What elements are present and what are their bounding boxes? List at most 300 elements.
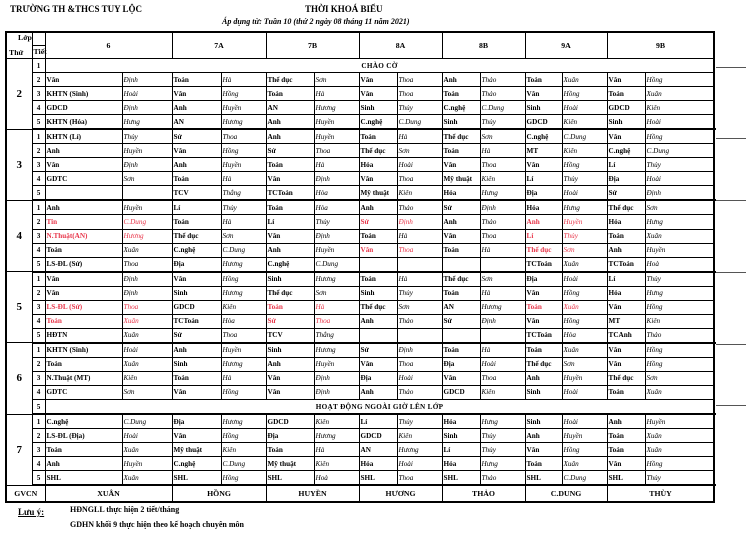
teacher-cell: Hoài <box>397 371 442 385</box>
subject-cell: Toán <box>607 429 645 443</box>
teacher-cell: Huyền <box>122 457 172 471</box>
subject-cell: Anh <box>172 101 221 115</box>
subject-cell: GDTC <box>45 172 122 186</box>
teacher-cell: Định <box>122 272 172 287</box>
period-number: 3 <box>32 87 45 101</box>
teacher-cell <box>397 257 442 272</box>
period-row <box>6 471 714 486</box>
period-number: 1 <box>32 129 45 144</box>
teacher-cell: Huyền <box>314 243 359 257</box>
teacher-cell: Hoài <box>480 357 525 371</box>
teacher-cell: Hòa <box>314 186 359 201</box>
subject-cell: Sinh <box>525 414 562 429</box>
subject-cell: Sử <box>359 215 397 229</box>
period-number: 3 <box>32 158 45 172</box>
subject-cell: Sử <box>172 129 221 144</box>
teacher-cell: Thủy <box>645 272 714 287</box>
teacher-cell: Thảo <box>645 328 714 343</box>
period-number: 2 <box>32 429 45 443</box>
subject-cell: Sử <box>359 343 397 358</box>
teacher-cell: Hồng <box>221 272 266 287</box>
subject-cell: Sử <box>172 328 221 343</box>
teacher-cell: Thoa <box>480 371 525 385</box>
subject-cell <box>442 257 480 272</box>
teacher-cell: Xuân <box>122 357 172 371</box>
teacher-cell: Hồng <box>221 471 266 486</box>
lop-label: Lớp <box>18 33 32 42</box>
subject-cell: Địa <box>359 371 397 385</box>
subject-cell: Văn <box>359 172 397 186</box>
subject-cell: Văn <box>172 429 221 443</box>
teacher-cell: Huyền <box>221 101 266 115</box>
subject-cell: C.nghệ <box>266 257 314 272</box>
teacher-cell: Thắng <box>314 328 359 343</box>
subject-cell: Anh <box>172 158 221 172</box>
subject-cell: Văn <box>607 357 645 371</box>
period-row <box>6 158 714 172</box>
subject-cell: Toán <box>45 443 122 457</box>
subject-cell: Toán <box>266 300 314 314</box>
teacher-cell: Hương <box>480 300 525 314</box>
teacher-cell: Hà <box>480 286 525 300</box>
subject-cell: TCToán <box>525 257 562 272</box>
class-header: 7B <box>266 32 359 59</box>
teacher-cell: Xuân <box>562 343 607 358</box>
subject-cell: Mỹ thuật <box>359 186 397 201</box>
teacher-cell: Hưng <box>122 115 172 130</box>
margin-line <box>716 67 746 68</box>
teacher-cell: Xuân <box>645 385 714 399</box>
subject-cell: Tin <box>45 215 122 229</box>
teacher-cell: Hoài <box>562 272 607 287</box>
teacher-cell: Thủy <box>562 172 607 186</box>
gvcn-label: GVCN <box>6 485 45 502</box>
period-row <box>6 328 714 343</box>
period-row <box>6 286 714 300</box>
teacher-cell: Hà <box>480 243 525 257</box>
teacher-cell: Hà <box>397 229 442 243</box>
subject-cell <box>359 328 397 343</box>
subject-cell: Toán <box>442 243 480 257</box>
subject-cell: KHTN (Lí) <box>45 129 122 144</box>
teacher-cell: Hoài <box>122 87 172 101</box>
subject-cell: Lí <box>525 229 562 243</box>
class-header: 8B <box>442 32 525 59</box>
subject-cell: TCV <box>172 186 221 201</box>
period-row <box>6 101 714 115</box>
teacher-cell: Kiên <box>314 414 359 429</box>
teacher-cell: Hương <box>122 229 172 243</box>
subject-cell: Thể dục <box>525 243 562 257</box>
teacher-cell: Thoa <box>397 471 442 486</box>
teacher-cell: Thảo <box>397 200 442 215</box>
subject-cell: MT <box>607 314 645 328</box>
teacher-cell: Thủy <box>397 286 442 300</box>
subject-cell: SHL <box>359 471 397 486</box>
subject-cell: Thể dục <box>525 357 562 371</box>
period-row <box>6 371 714 385</box>
teacher-cell: Kiên <box>562 115 607 130</box>
teacher-cell: Hoài <box>122 429 172 443</box>
teacher-cell: Thoa <box>314 314 359 328</box>
subject-cell: Văn <box>172 272 221 287</box>
subject-cell: Thể dục <box>266 286 314 300</box>
period-number: 5 <box>32 186 45 201</box>
period-number: 4 <box>32 385 45 399</box>
subject-cell: Địa <box>525 186 562 201</box>
homeroom-teacher: HƯƠNG <box>359 485 442 502</box>
period-number: 3 <box>32 443 45 457</box>
teacher-cell: Hưng <box>645 215 714 229</box>
teacher-cell: Hương <box>314 429 359 443</box>
period-number: 3 <box>32 371 45 385</box>
subject-cell: C.nghệ <box>172 457 221 471</box>
subject-cell: HĐTN <box>45 328 122 343</box>
period-row <box>6 314 714 328</box>
subject-cell: Toán <box>359 229 397 243</box>
teacher-cell: Thủy <box>480 429 525 443</box>
class-header: 8A <box>359 32 442 59</box>
teacher-cell: Sơn <box>314 286 359 300</box>
subject-cell: GDTC <box>45 385 122 399</box>
subject-cell: Địa <box>525 272 562 287</box>
subject-cell: Toán <box>359 272 397 287</box>
period-number: 1 <box>32 59 45 73</box>
teacher-cell: Thủy <box>645 471 714 486</box>
subject-cell: Anh <box>607 414 645 429</box>
teacher-cell: Hoài <box>122 343 172 358</box>
teacher-cell: Hà <box>221 73 266 87</box>
subject-cell: Hóa <box>607 215 645 229</box>
teacher-cell: Hồng <box>562 87 607 101</box>
teacher-cell: Sơn <box>645 200 714 215</box>
period-row <box>6 215 714 229</box>
margin-line <box>716 272 746 273</box>
teacher-cell: Hương <box>314 343 359 358</box>
teacher-cell: Hưng <box>480 457 525 471</box>
teacher-cell: Hoài <box>562 101 607 115</box>
teacher-cell: Thoa <box>221 328 266 343</box>
teacher-cell <box>480 328 525 343</box>
subject-cell: Địa <box>266 429 314 443</box>
subject-cell: Anh <box>607 243 645 257</box>
teacher-cell: Sơn <box>221 229 266 243</box>
period-number: 5 <box>32 257 45 272</box>
subject-cell: Toán <box>266 158 314 172</box>
teacher-cell: Hoà <box>645 257 714 272</box>
teacher-cell: Thảo <box>480 87 525 101</box>
period-number: 5 <box>32 400 45 415</box>
subject-cell: Toán <box>45 243 122 257</box>
teacher-cell: Hòa <box>314 200 359 215</box>
subject-cell: Anh <box>45 200 122 215</box>
subject-cell: Thể dục <box>172 229 221 243</box>
subject-cell: SHL <box>525 471 562 486</box>
teacher-cell: Hưng <box>480 414 525 429</box>
period-number: 4 <box>32 101 45 115</box>
subject-cell: Văn <box>442 229 480 243</box>
period-row <box>6 172 714 186</box>
teacher-cell: Hoài <box>645 172 714 186</box>
teacher-cell: Xuân <box>122 328 172 343</box>
teacher-cell: Hồng <box>562 314 607 328</box>
teacher-cell: Thoa <box>397 243 442 257</box>
period-number: 4 <box>32 172 45 186</box>
teacher-cell: Định <box>122 286 172 300</box>
teacher-cell: Hương <box>221 357 266 371</box>
subject-cell: GDCD <box>172 300 221 314</box>
subject-cell: AN <box>172 115 221 130</box>
subject-cell: LS-ĐL (Sử) <box>45 257 122 272</box>
teacher-cell: Định <box>314 385 359 399</box>
teacher-cell: Xuân <box>122 314 172 328</box>
subject-cell: Toán <box>172 73 221 87</box>
teacher-cell: Hà <box>221 371 266 385</box>
class-header: 7A <box>172 32 266 59</box>
subject-cell: Toán <box>607 87 645 101</box>
subject-cell: Thể dục <box>442 272 480 287</box>
subject-cell: Thể dục <box>607 371 645 385</box>
teacher-cell: Thoa <box>122 300 172 314</box>
period-row <box>6 257 714 272</box>
teacher-cell: Kiên <box>480 385 525 399</box>
period-number: 5 <box>32 328 45 343</box>
period-row <box>6 443 714 457</box>
notes-label: Lưu ý: <box>18 507 45 517</box>
teacher-cell: Kiên <box>122 371 172 385</box>
subject-cell: Anh <box>442 215 480 229</box>
teacher-cell: C.Dung <box>122 215 172 229</box>
subject-cell: Sử <box>442 200 480 215</box>
subject-cell: Sử <box>607 186 645 201</box>
subject-cell: Toán <box>45 314 122 328</box>
teacher-cell: Sơn <box>397 144 442 158</box>
teacher-cell: Thảo <box>480 215 525 229</box>
teacher-cell: Hoài <box>562 186 607 201</box>
subject-cell: TCAnh <box>607 328 645 343</box>
teacher-cell: Kiên <box>221 443 266 457</box>
teacher-cell: Hưng <box>480 186 525 201</box>
teacher-cell: Sơn <box>645 371 714 385</box>
subject-cell: Toán <box>442 144 480 158</box>
subject-cell <box>359 257 397 272</box>
subject-cell: Văn <box>45 158 122 172</box>
teacher-cell: Xuân <box>562 300 607 314</box>
teacher-cell: Huyền <box>221 158 266 172</box>
subject-cell: TCToán <box>607 257 645 272</box>
subject-cell: Sinh <box>266 272 314 287</box>
period-row <box>6 87 714 101</box>
teacher-cell: Sơn <box>122 385 172 399</box>
teacher-cell: Xuân <box>122 243 172 257</box>
teacher-cell: Định <box>314 172 359 186</box>
teacher-cell: Hà <box>480 144 525 158</box>
teacher-cell: Thoa <box>314 144 359 158</box>
teacher-cell: Huyền <box>221 343 266 358</box>
teacher-cell: Huyền <box>562 371 607 385</box>
period-number: 1 <box>32 414 45 429</box>
margin-line <box>716 138 746 139</box>
teacher-cell: Huyền <box>645 243 714 257</box>
teacher-cell: Hoài <box>562 385 607 399</box>
subject-cell: GDCD <box>266 414 314 429</box>
period-number: 3 <box>32 229 45 243</box>
teacher-cell: Thủy <box>480 115 525 130</box>
teacher-cell: C.Dung <box>221 243 266 257</box>
teacher-cell: Xuân <box>562 257 607 272</box>
period-row <box>6 115 714 130</box>
period-row <box>6 59 714 73</box>
subject-cell: SHL <box>442 471 480 486</box>
subject-cell: AN <box>442 300 480 314</box>
teacher-cell: Thoa <box>480 158 525 172</box>
subject-cell: LS-ĐL (Sử) <box>45 300 122 314</box>
teacher-cell: Định <box>397 343 442 358</box>
teacher-cell: Hà <box>314 158 359 172</box>
subject-cell: Toán <box>266 87 314 101</box>
teacher-cell: Huyền <box>314 357 359 371</box>
subject-cell: Toán <box>359 129 397 144</box>
teacher-cell: Hoài <box>397 457 442 471</box>
special-activity: HOẠT ĐỘNG NGOÀI GIỜ LÊN LỚP <box>45 400 714 415</box>
class-header: 9A <box>525 32 607 59</box>
subject-cell: KHTN (Sinh) <box>45 87 122 101</box>
day-label: 2 <box>6 59 32 130</box>
subject-cell: C.nghệ <box>525 129 562 144</box>
teacher-cell: Sơn <box>480 272 525 287</box>
teacher-cell: C.Dung <box>221 457 266 471</box>
teacher-cell: Thủy <box>122 129 172 144</box>
subject-cell: Văn <box>45 272 122 287</box>
period-row <box>6 129 714 144</box>
subject-cell: Sử <box>266 144 314 158</box>
subject-cell: Hóa <box>359 457 397 471</box>
homeroom-teacher: THẢO <box>442 485 525 502</box>
subject-cell: Văn <box>266 229 314 243</box>
teacher-cell: Thoa <box>480 229 525 243</box>
subject-cell: Anh <box>525 429 562 443</box>
header-corner <box>6 32 32 59</box>
subject-cell: Toán <box>442 286 480 300</box>
subject-cell: Anh <box>359 385 397 399</box>
teacher-cell: Hương <box>221 257 266 272</box>
teacher-cell: Xuân <box>645 429 714 443</box>
period-row <box>6 414 714 429</box>
subject-cell: SHL <box>172 471 221 486</box>
subject-cell: SHL <box>266 471 314 486</box>
timetable <box>5 31 715 503</box>
subject-cell: Văn <box>45 73 122 87</box>
teacher-cell: Hưng <box>562 200 607 215</box>
subject-cell: Toán <box>607 229 645 243</box>
teacher-cell: Thoa <box>397 357 442 371</box>
period-number: 2 <box>32 73 45 87</box>
subject-cell: Anh <box>266 129 314 144</box>
subject-cell: Địa <box>172 414 221 429</box>
teacher-cell: Hồng <box>221 385 266 399</box>
subject-cell: C.nghệ <box>442 101 480 115</box>
teacher-cell: Hương <box>314 101 359 115</box>
day-label: 6 <box>6 343 32 414</box>
period-row <box>6 400 714 415</box>
subject-cell: KHTN (Sinh) <box>45 343 122 358</box>
teacher-cell: Thoa <box>397 172 442 186</box>
subject-cell: Sinh <box>525 385 562 399</box>
teacher-cell: C.Dung <box>480 101 525 115</box>
subject-cell: GDCD <box>442 385 480 399</box>
teacher-cell: Thoa <box>122 257 172 272</box>
teacher-cell: Định <box>480 200 525 215</box>
teacher-cell: Kiên <box>221 300 266 314</box>
period-number: 3 <box>32 300 45 314</box>
subject-cell: Văn <box>607 300 645 314</box>
teacher-cell: Hà <box>314 87 359 101</box>
subject-cell: Văn <box>359 243 397 257</box>
teacher-cell: C.Dung <box>645 144 714 158</box>
teacher-cell: Thoa <box>397 87 442 101</box>
subject-cell: Anh <box>442 73 480 87</box>
teacher-cell: Hà <box>480 343 525 358</box>
teacher-cell: Xuân <box>122 443 172 457</box>
teacher-cell: Hồng <box>645 457 714 471</box>
subject-cell: Anh <box>172 343 221 358</box>
subject-cell: Sinh <box>172 357 221 371</box>
teacher-cell: Hồng <box>645 343 714 358</box>
homeroom-teacher: HUYỀN <box>266 485 359 502</box>
teacher-cell: Kiên <box>562 144 607 158</box>
period-row <box>6 457 714 471</box>
teacher-cell: Định <box>122 158 172 172</box>
margin-line <box>716 405 746 406</box>
subject-cell: GDCD <box>525 115 562 130</box>
subject-cell: Hóa <box>442 414 480 429</box>
period-row <box>6 200 714 215</box>
subject-cell: GDCD <box>359 429 397 443</box>
subject-cell: Toán <box>45 357 122 371</box>
homeroom-teacher: THÙY <box>607 485 714 502</box>
subject-cell: Văn <box>525 286 562 300</box>
teacher-cell: Hồng <box>221 87 266 101</box>
note-item: HĐNGLL thực hiện 2 tiết/tháng <box>70 505 180 514</box>
subject-cell: C.nghệ <box>45 414 122 429</box>
subject-cell: Lí <box>266 215 314 229</box>
period-row <box>6 272 714 287</box>
class-header: 6 <box>45 32 172 59</box>
teacher-cell: Thủy <box>314 215 359 229</box>
period-row <box>6 300 714 314</box>
teacher-cell: Hồng <box>221 429 266 443</box>
subject-cell: N.Thuật(AN) <box>45 229 122 243</box>
subject-cell: Lí <box>607 272 645 287</box>
subject-cell: Toán <box>607 385 645 399</box>
teacher-cell: Huyền <box>314 115 359 130</box>
subject-cell: Anh <box>525 215 562 229</box>
teacher-cell: Định <box>314 371 359 385</box>
teacher-cell: Hồng <box>645 73 714 87</box>
period-row <box>6 229 714 243</box>
subject-cell: AN <box>266 101 314 115</box>
subject-cell: Địa <box>442 357 480 371</box>
subject-cell: Toán <box>525 73 562 87</box>
teacher-cell: C.Dung <box>122 414 172 429</box>
teacher-cell: Xuân <box>645 229 714 243</box>
subject-cell: Sinh <box>442 115 480 130</box>
teacher-cell: C.Dung <box>562 129 607 144</box>
teacher-cell: Sơn <box>562 243 607 257</box>
subject-cell: Lí <box>525 172 562 186</box>
teacher-cell: Sơn <box>480 129 525 144</box>
gvcn-row <box>6 485 714 502</box>
